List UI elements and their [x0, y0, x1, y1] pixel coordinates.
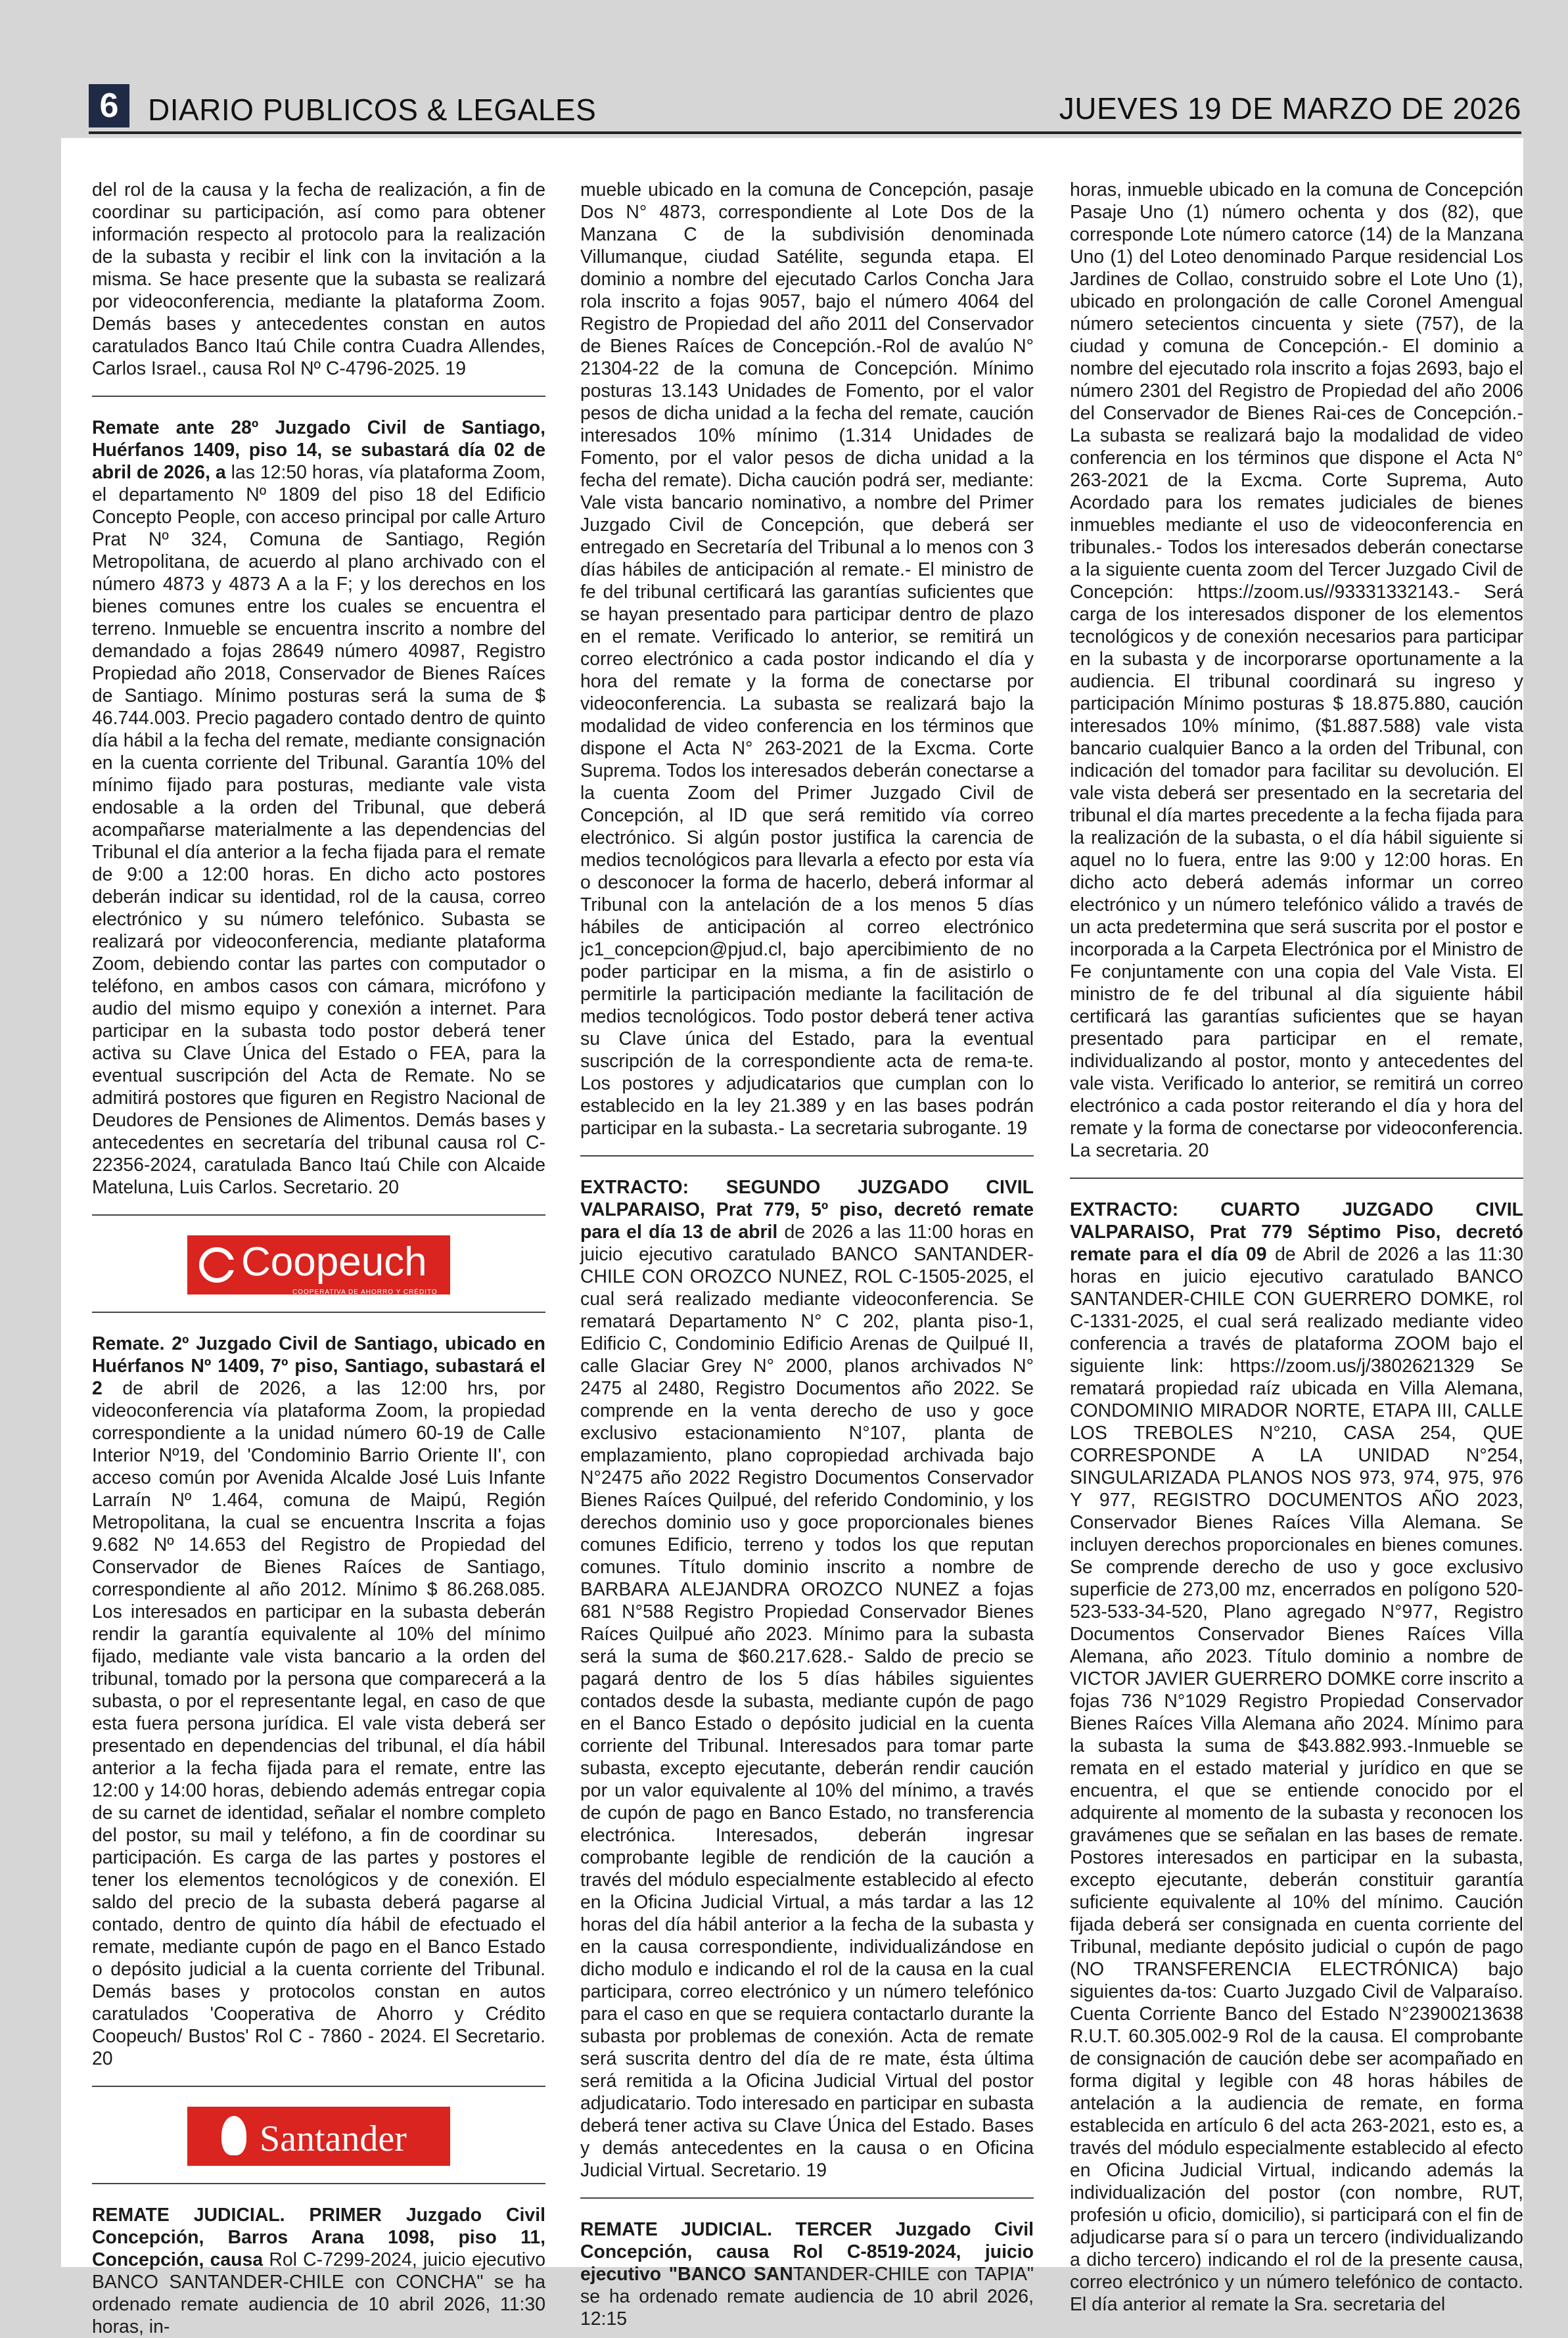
divider: [92, 1214, 545, 1216]
notice-paragraph: EXTRACTO: CUARTO JUZGADO CIVIL VALPARAISO, Prat 779 Séptimo Piso, decretó remate para el día 09 de Abril de 2026 a las 11:30 horas en juicio ejecutivo caratulado BANCO SANTANDER-CHILE CON GUERRERO DOMKE, rol C-1331-2025, el cual será realizado mediante video conferencia a través de plataforma ZOOM bajo el siguiente link: https://zoom.us/j/3802621329 Se rematará propiedad raíz ubicada en Villa Alemana, CONDOMINIO MIRADOR NORTE, ETAPA III, CALLE LOS TREBOLES N°210, CASA 254, QUE CORRESPONDE A LA UNIDAD N°254, SINGULARIZADA PLANOS NOS 973, 974, 975, 976 Y 977, REGISTRO DOCUMENTOS AÑO 2023, Conservador Bienes Raíces Villa Alemana. Se incluyen derechos proporcionales en bienes comunes. Se comprende derecho de uso y goce exclusivo superficie de 273,00 mz, encerrados en polígono 520-523-533-34-520, Plano agregado N°977, Registro Documentos Conservador Bienes Raíces Villa Alemana, año 2023. Título dominio a nombre de VICTOR JAVIER GUERRERO DOMKE corre inscrito a fojas 736 N°1029 Registro Propiedad Conservador Bienes Raíces Villa Alemana año 2024. Mínimo para la subasta la suma de $43.882.993.-Inmueble se remata en el estado material y jurídico en que se encuentra, el que se entiende conocido por el adquirente al momento de la subasta y reconocen los gravámenes que se señalan en las bases de remate. Postores interesados en participar en la subasta, excepto ejecutante, deberán constituir garantía suficiente equivalente al 10% del mínimo. Caución fijada deberá ser consignada en cuenta corriente del Tribunal, mediante depósito judicial o cupón de pago (NO TRANSFERENCIA ELECTRÓNICA) bajo siguientes da-tos: Cuarto Juzgado Civil de Valparaíso. Cuenta Corriente Banco del Estado N°23900213638 R.U.T. 60.305.002-9 Rol de la causa. El comprobante de consignación de caución debe ser acompañado en forma digital y legible con 48 horas hábiles de antelación a la audiencia de remate, en forma establecida en artículo 6 del acta 263-2021, esto es, a través del módulo especialmente establecido al efecto en Oficina Judicial Virtual, indicando además la individualización del postor (con nombre, RUT, profesión u oficio, domicilio), si participará con el fin de adjudicarse para sí o para un tercero (individualizando a dicho tercero) indicando el rol de la presente causa, correo electrónico y un número telefónico de contacto. El día anterior al remate la Sra. secretaria del: [1070, 1199, 1524, 2315]
notice-heading: REMATE JUDICIAL. TERCER Juzgado Civil Concepción, causa Rol C-8519-2024, juicio ejecutivo "BANCO SAN: [580, 2219, 1034, 2285]
divider: [92, 2086, 545, 2087]
notice-heading: REMATE JUDICIAL. PRIMER Juzgado Civil Concepción, Barros Arana 1098, piso 11, Concepción, causa: [92, 2205, 545, 2270]
page-header: [89, 79, 1521, 134]
column-2: [580, 179, 1034, 2329]
santander-flame-icon: [221, 2116, 246, 2155]
newspaper-page: [61, 138, 1524, 2337]
notice-paragraph: del rol de la causa y la fecha de realización, a fin de coordinar su participación, así como para obtener información respecto al protocolo para la realización de la subasta y recibir el link con la invitación a la misma. Se hace presente que la subasta se realizará por videoconferencia, mediante la plataforma Zoom. Demás bases y antecedentes constan en autos caratulados Banco Itaú Chile contra Cuadra Allendes, Carlos Israel., causa Rol Nº C-4796-2025. 19: [92, 179, 545, 379]
notice-paragraph: REMATE JUDICIAL. TERCER Juzgado Civil Concepción, causa Rol C-8519-2024, juicio ejecutivo "BANCO SANTANDER-CHILE con TAPIA" se ha ordenado remate audiencia de 10 abril 2026, 12:15: [580, 2219, 1034, 2329]
divider: [92, 396, 545, 397]
divider: [580, 2197, 1034, 2199]
notice-paragraph: Remate. 2º Juzgado Civil de Santiago, ubicado en Huérfanos Nº 1409, 7º piso, Santiago, subastará el 2 de abril de 2026, a las 12:00 hrs, por videoconferencia vía plataforma Zoom, la propiedad correspondiente a la unidad número 60-19 de Calle Interior Nº19, del 'Condominio Barrio Oriente II', con acceso común por Avenida Alcalde José Luis Infante Larraín Nº 1.464, comuna de Maipú, Región Metropolitana, la cual se encuentra Inscrita a fojas 9.682 Nº 14.653 del Registro de Propiedad del Conservador de Bienes Raíces de Santiago, correspondiente al año 2012. Mínimo $ 86.268.085. Los interesados en participar en la subasta deberán rendir la garantía equivalente al 10% del mínimo fijado, mediante vale vista bancario a la orden del tribunal, tomado por la persona que comparecerá a la subasta, o por el representante legal, en caso de que esta fuera persona jurídica. El vale vista deberá ser presentado en dependencias del tribunal, el día hábil anterior a la fecha fijada para el remate, entre las 12:00 y 14:00 horas, debiendo además entregar copia de su carnet de identidad, señalar el nombre completo del postor, su mail y teléfono, a fin de coordinar su participación. Es carga de las partes y postores el tener los elementos tecnológicos y de conexión. El saldo del precio de la subasta deberá pagarse al contado, dentro de quinto día hábil de efectuado el remate, mediante cupón de pago en el Banco Estado o depósito judicial a la cuenta corriente del Tribunal. Demás bases y protocolos constan en autos caratulados 'Cooperativa de Ahorro y Crédito Coopeuch/ Bustos' Rol C - 7860 - 2024. El Secretario. 20: [92, 1333, 545, 2069]
divider: [92, 1312, 545, 1313]
coopeuch-logo: Coopeuch COOPERATIVA DE AHORRO Y CRÉDITO: [187, 1235, 450, 1295]
divider: [92, 2183, 545, 2184]
notice-heading: Remate. 2º Juzgado Civil de Santiago, ubicado en Huérfanos Nº 1409, 7º piso, Santiago, subastará el 2: [92, 1333, 545, 1399]
divider: [1070, 1178, 1523, 1179]
publication-date: JUEVES 19 DE MARZO DE 2026: [1059, 91, 1521, 126]
notice-paragraph: EXTRACTO: SEGUNDO JUZGADO CIVIL VALPARAISO, Prat 779, 5º piso, decretó remate para el día 13 de abril de 2026 a las 11:00 horas en juicio ejecutivo caratulado BANCO SANTANDER-CHILE CON OROZCO NUNEZ, ROL C-1505-2025, el cual será realizado mediante videoconferencia. Se rematará Departamento N° C 202, planta piso-1, Edificio C, Condominio Edificio Arenas de Quilpué II, calle Glaciar Grey N° 2000, planos archivados N° 2475 al 2480, Registro Documentos año 2022. Se comprende en la venta derecho de uso y goce exclusivo estacionamiento N°107, planta de emplazamiento, plano copropiedad archivada bajo N°2475 año 2022 Registro Documentos Conservador Bienes Raíces Quilpué, del referido Condominio, y los derechos dominio uso y goce proporcionales bienes comunes Edificio, terreno y todos los que reputan comunes. Título dominio inscrito a nombre de BARBARA ALEJANDRA OROZCO NUNEZ a fojas 681 N°588 Registro Propiedad Conservador Bienes Raíces Quilpué año 2023. Mínimo para la subasta será la suma de $60.217.628.- Saldo de precio se pagará dentro de los 5 días hábiles siguientes contados desde la subasta, mediante cupón de pago en el Banco Estado o depósito judicial en la cuenta corriente del Tribunal. Interesados para tomar parte subasta, excepto ejecutante, deberán rendir caución por un valor equivalente al 10% del mínimo, a través de cupón de pago en Banco Estado, no transferencia electrónica. Interesados, deberán ingresar comprobante legible de rendición de la caución a través del módulo especialmente establecido al efecto en la Oficina Judicial Virtual, a más tardar a las 12 horas del día hábil anterior a la fecha de la subasta y en la causa correspondiente, individualizándose en dicho modulo e indicando el rol de la causa en la cual participara, correo electrónico y un número telefónico para el caso en que se requiera contactarlo durante la subasta por problemas de conexión. Acta de remate será suscrita dentro del día de re mate, ésta última será remitida a la Oficina Judicial Virtual del postor adjudicatario. Todo interesado en participar en subasta deberá tener activa su Clave Única del Estado. Bases y demás antecedentes en la causa o en Oficina Judicial Virtual. Secretario. 19: [580, 1177, 1034, 2181]
santander-logo: Santander: [187, 2107, 450, 2166]
notice-paragraph: Remate ante 28º Juzgado Civil de Santiago, Huérfanos 1409, piso 14, se subastará día 02 de abril de 2026, a las 12:50 horas, vía plataforma Zoom, el departamento Nº 1809 del piso 18 del Edificio Concepto People, con acceso principal por calle Arturo Prat Nº 324, Comuna de Santiago, Región Metropolitana, de acuerdo al plano archivado con el número 4873 y 4873 A a la F; y los derechos en los bienes comunes entre los cuales se encuentra el terreno. Inmueble se encuentra inscrito a nombre del demandado a fojas 28649 número 40987, Registro Propiedad año 2018, Conservador de Bienes Raíces de Santiago. Mínimo posturas será la suma de $ 46.744.003. Precio pagadero contado dentro de quinto día hábil a la fecha del remate, mediante consignación en la cuenta corriente del Tribunal. Garantía 10% del mínimo fijado para posturas, mediante vale vista endosable a la orden del Tribunal, que deberá acompañarse materialmente a las dependencias del Tribunal el día anterior a la fecha fijada para el remate de 9:00 a 12:00 horas. En dicho acto postores deberán indicar su identidad, rol de la causa, correo electrónico y su número telefónico. Subasta se realizará por videoconferencia, mediante plataforma Zoom, debiendo contar las partes con computador o teléfono, en ambos casos con cámara, micrófono y audio del mismo equipo y conexión a internet. Para participar en la subasta todo postor deberá tener activa su Clave Única del Estado o FEA, para la eventual suscripción del Acta de Remate. No se admitirá postores que figuren en Registro Nacional de Deudores de Pensiones de Alimentos. Demás bases y antecedentes en secretaría del tribunal causa rol C-22356-2024, caratulada Banco Itaú Chile con Alcaide Mateluna, Luis Carlos. Secretario. 20: [92, 417, 545, 1198]
notice-paragraph: mueble ubicado en la comuna de Concepción, pasaje Dos N° 4873, correspondiente al Lote Dos de la Manzana C de la subdivisión denominada Villumanque, ciudad Satélite, segunda etapa. El dominio a nombre del ejecutado Carlos Concha Jara rola inscrito a fojas 9057, bajo el número 4064 del Registro de Propiedad del año 2011 del Conservador de Bienes Raíces de Concepción.-Rol de avalúo N° 21304-22 de la comuna de Concepción. Mínimo posturas 13.143 Unidades de Fomento, por el valor pesos de dicha unidad a la fecha del remate, caución interesados 10% mínimo (1.314 Unidades de Fomento, por el valor pesos de dicha unidad a la fecha del remate). Dicha caución podrá ser, mediante: Vale vista bancario nominativo, a nombre del Primer Juzgado Civil de Concepción, que deberá ser entregado en Secretaría del Tribunal a lo menos con 3 días hábiles de anticipación al remate.- El ministro de fe del tribunal certificará las garantías suficientes que se hayan presentado para participar dentro de plazo en el remate. Verificado lo anterior, se remitirá un correo electrónico a cada postor indicando el día y hora del remate y la forma de conectarse por videoconferencia. La subasta se realizará bajo la modalidad de video conferencia en los términos que dispone el Acta N° 263-2021 de la Excma. Corte Suprema. Todos los interesados deberán conectarse a la cuenta Zoom del Primer Juzgado Civil de Concepción, al ID que será remitido vía correo electrónico. Si algún postor justifica la carencia de medios tecnológicos para llevarla a efecto por esta vía o desconocer la forma de hacerlo, deberá informar al Tribunal con la antelación de a los menos 5 días hábiles de anticipación al correo electrónico jc1_concepcion@pjud.cl, bajo apercibimiento de no poder participar en la misma, a fin de asistirlo o permitirle la participación mediante la facilitación de medios tecnológicos. Todo postor deberá tener activa su Clave única del Estado, para la eventual suscripción de la correspondiente acta de rema-te. Los postores y adjudicatarios que cumplan con lo establecido en la ley 21.389 y en las bases podrán participar en la subasta.- La secretaria subrogante. 19: [580, 179, 1034, 1139]
column-1: [92, 179, 545, 2337]
notice-paragraph: REMATE JUDICIAL. PRIMER Juzgado Civil Concepción, Barros Arana 1098, piso 11, Concepción, causa Rol C-7299-2024, juicio ejecutivo BANCO SANTANDER-CHILE con CONCHA" se ha ordenado remate audiencia de 10 abril 2026, 11:30 horas, in-: [92, 2205, 545, 2337]
notice-paragraph: horas, inmueble ubicado en la comuna de Concepción Pasaje Uno (1) número ochenta y dos (82), que corresponde Lote número catorce (14) de la Manzana Uno (1) del Loteo denominado Parque residencial Los Jardines de Collao, construido sobre el Lote Uno (1), ubicado en prolongación de calle Coronel Amengual número setecientos cincuenta y siete (757), de la ciudad y comuna de Concepción.- El dominio a nombre del ejecutado rola inscrito a fojas 2693, bajo el número 2301 del Registro de Propiedad del año 2006 del Conservador de Bienes Rai-ces de Concepción.- La subasta se realizará bajo la modalidad de video conferencia en los términos que dispone el Acta N° 263-2021 de la Excma. Corte Suprema, Auto Acordado para los remates judiciales de bienes inmuebles mediante el uso de videoconferencia en tribunales.- Todos los interesados deberán conectarse a la siguiente cuenta zoom del Tercer Juzgado Civil de Concepción: https://zoom.us//93331332143.- Será carga de los interesados disponer de los elementos tecnológicos y de conexión necesarios para participar en la subasta y de incorporarse oportunamente a la audiencia. El tribunal coordinará su ingreso y participación Mínimo posturas $ 18.875.880, caución interesados 10% mínimo, ($1.887.588) vale vista bancario cualquier Banco a la orden del Tribunal, con indicación del tomador para facilitar su devolución. El vale vista deberá ser presentado en la secretaria del tribunal el día martes precedente a la fecha fijada para la realización de la subasta, o el día hábil siguiente si aquel no lo fuera, entre las 9:00 y 12:00 horas. En dicho acto deberá además informar un correo electrónico y un número telefónico válido a través de un acta predetermina que será suscrita por el postor e incorporada a la Carpeta Electrónica por el Ministro de Fe conjuntamente con una copia del Vale Vista. El ministro de fe del tribunal al día siguiente hábil certificará las garantías suficientes que se hayan presentado para participar en el remate, individualizando al postor, monto y antecedentes del vale vista. Verificado lo anterior, se remitirá un correo electrónico a cada postor reiterando el día y hora del remate y la forma de conectarse por videoconferencia. La secretaria. 20: [1070, 179, 1523, 1161]
notice-heading: Remate ante 28º Juzgado Civil de Santiago, Huérfanos 1409, piso 14, se subastará día 02 de abril de 2026, a: [92, 417, 545, 483]
publication-title: DIARIO PUBLICOS & LEGALES: [148, 93, 597, 127]
divider: [580, 1155, 1034, 1157]
page-number: 6: [89, 84, 129, 127]
column-3: [1070, 179, 1524, 2315]
coopeuch-mark-icon: [199, 1247, 235, 1283]
notice-heading: EXTRACTO: SEGUNDO JUZGADO CIVIL VALPARAISO, Prat 779, 5º piso, decretó remate para el día 13 de abril: [580, 1177, 1034, 1243]
notice-heading: EXTRACTO: CUARTO JUZGADO CIVIL VALPARAISO, Prat 779 Séptimo Piso, decretó remate para el día 09: [1070, 1199, 1523, 1265]
